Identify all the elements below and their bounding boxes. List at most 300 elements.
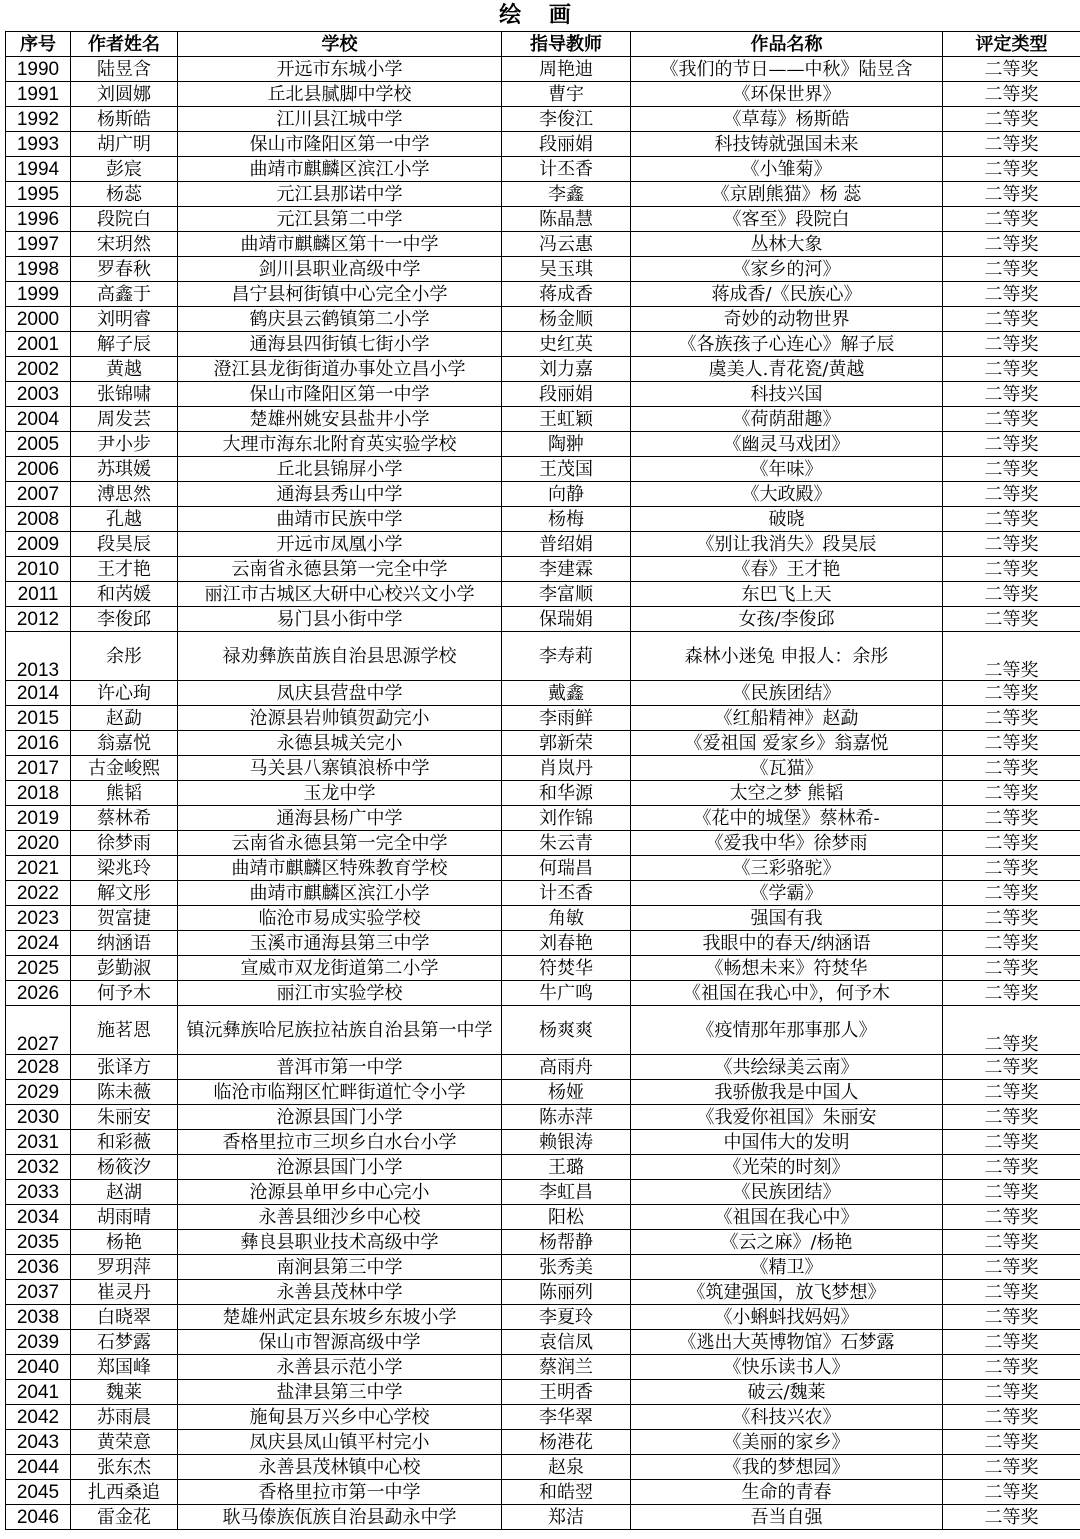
cell-work-title: 破云/魏莱	[631, 1380, 943, 1405]
cell-award-level: 二等奖	[943, 1205, 1080, 1230]
cell-teacher: 刘作锦	[502, 806, 631, 831]
cell-work-title: 中国伟大的发明	[631, 1130, 943, 1155]
cell-school: 丘北县锦屏小学	[178, 457, 502, 482]
cell-number: 2004	[6, 407, 71, 432]
cell-work-title: 《客至》段院白	[631, 207, 943, 232]
table-row	[6, 681, 1080, 706]
cell-number: 2024	[6, 931, 71, 956]
table-row	[6, 806, 1080, 831]
table-row	[6, 931, 1080, 956]
cell-work-title: 《瓦猫》	[631, 756, 943, 781]
cell-work-title: 《家乡的河》	[631, 257, 943, 282]
cell-teacher: 李虹昌	[502, 1180, 631, 1205]
cell-school: 沧源县国门小学	[178, 1105, 502, 1130]
cell-school: 澄江县龙街街道办事处立昌小学	[178, 357, 502, 382]
cell-school: 曲靖市麒麟区滨江小学	[178, 157, 502, 182]
cell-teacher: 何瑞昌	[502, 856, 631, 881]
cell-number: 2001	[6, 332, 71, 357]
cell-number: 2019	[6, 806, 71, 831]
cell-author: 杨筱汐	[71, 1155, 178, 1180]
cell-award-level: 二等奖	[943, 507, 1080, 532]
cell-school: 曲靖市麒麟区特殊教育学校	[178, 856, 502, 881]
cell-work-title: 《小雏菊》	[631, 157, 943, 182]
cell-award-level: 二等奖	[943, 1130, 1080, 1155]
cell-award-level: 二等奖	[943, 1505, 1080, 1530]
cell-work-title: 《精卫》	[631, 1255, 943, 1280]
cell-author: 孔越	[71, 507, 178, 532]
cell-author: 杨蕊	[71, 182, 178, 207]
cell-teacher: 李富顺	[502, 582, 631, 607]
table-row	[6, 981, 1080, 1006]
cell-work-title: 科技铸就强国未来	[631, 132, 943, 157]
cell-author: 朱丽安	[71, 1105, 178, 1130]
cell-work-title: 《三彩骆驼》	[631, 856, 943, 881]
cell-school: 楚雄州武定县东坡乡东坡小学	[178, 1305, 502, 1330]
cell-school: 楚雄州姚安县盐井小学	[178, 407, 502, 432]
cell-work-title: 《别让我消失》段昊辰	[631, 532, 943, 557]
cell-number: 1991	[6, 82, 71, 107]
cell-work-title: 强国有我	[631, 906, 943, 931]
cell-author: 黄越	[71, 357, 178, 382]
cell-teacher: 陈丽列	[502, 1280, 631, 1305]
cell-number: 2028	[6, 1055, 71, 1080]
cell-work-title: 《环保世界》	[631, 82, 943, 107]
cell-author: 翁嘉悦	[71, 731, 178, 756]
cell-author: 罗玥萍	[71, 1255, 178, 1280]
table-row	[6, 1205, 1080, 1230]
cell-author: 和彩薇	[71, 1130, 178, 1155]
cell-award-level: 二等奖	[943, 357, 1080, 382]
cell-school: 昌宁县柯街镇中心完全小学	[178, 282, 502, 307]
cell-award-level: 二等奖	[943, 1380, 1080, 1405]
table-row	[6, 382, 1080, 407]
table-row	[6, 1355, 1080, 1380]
cell-author: 张东杰	[71, 1455, 178, 1480]
cell-number: 1995	[6, 182, 71, 207]
cell-school: 保山市隆阳区第一中学	[178, 132, 502, 157]
cell-number: 2003	[6, 382, 71, 407]
cell-number: 2044	[6, 1455, 71, 1480]
table-row	[6, 1230, 1080, 1255]
cell-teacher: 袁信凤	[502, 1330, 631, 1355]
column-header-number: 序号	[6, 32, 71, 57]
cell-author: 苏雨晨	[71, 1405, 178, 1430]
cell-school: 永德县城关完小	[178, 731, 502, 756]
cell-author: 黄荣意	[71, 1430, 178, 1455]
cell-number: 2018	[6, 781, 71, 806]
cell-award-level: 二等奖	[943, 1180, 1080, 1205]
table-row	[6, 532, 1080, 557]
cell-school: 沧源县国门小学	[178, 1155, 502, 1180]
cell-award-level: 二等奖	[943, 1355, 1080, 1380]
cell-award-level: 二等奖	[943, 107, 1080, 132]
cell-work-title: 《科技兴农》	[631, 1405, 943, 1430]
table-row	[6, 731, 1080, 756]
cell-work-title: 《祖国在我心中》，何予木	[631, 981, 943, 1006]
cell-teacher: 陈赤萍	[502, 1105, 631, 1130]
cell-author: 石梦露	[71, 1330, 178, 1355]
cell-teacher: 郑洁	[502, 1505, 631, 1530]
cell-school: 临沧市临翔区忙畔街道忙令小学	[178, 1080, 502, 1105]
cell-award-level: 二等奖	[943, 1455, 1080, 1480]
table-row	[6, 1430, 1080, 1455]
table-row	[6, 407, 1080, 432]
cell-teacher: 杨娅	[502, 1080, 631, 1105]
cell-teacher: 计丕香	[502, 881, 631, 906]
cell-author: 周发芸	[71, 407, 178, 432]
cell-award-level: 二等奖	[943, 1480, 1080, 1505]
cell-number: 2046	[6, 1505, 71, 1530]
cell-award-level: 二等奖	[943, 706, 1080, 731]
cell-work-title: 奇妙的动物世界	[631, 307, 943, 332]
cell-author: 许心珣	[71, 681, 178, 706]
table-row	[6, 881, 1080, 906]
cell-number: 2035	[6, 1230, 71, 1255]
cell-work-title: 我骄傲我是中国人	[631, 1080, 943, 1105]
cell-school: 云南省永德县第一完全中学	[178, 831, 502, 856]
cell-teacher: 牛广鸣	[502, 981, 631, 1006]
cell-teacher: 曹宇	[502, 82, 631, 107]
page-title: 绘 画	[499, 3, 581, 28]
cell-work-title: 《荷荫甜趣》	[631, 407, 943, 432]
cell-number: 2029	[6, 1080, 71, 1105]
cell-school: 保山市隆阳区第一中学	[178, 382, 502, 407]
cell-author: 张锦啸	[71, 382, 178, 407]
cell-teacher: 高雨舟	[502, 1055, 631, 1080]
cell-number: 2016	[6, 731, 71, 756]
cell-teacher: 李雨鲜	[502, 706, 631, 731]
cell-award-level: 二等奖	[943, 432, 1080, 457]
cell-school: 剑川县职业高级中学	[178, 257, 502, 282]
cell-school: 宣威市双龙街道第二小学	[178, 956, 502, 981]
cell-number: 1999	[6, 282, 71, 307]
table-row	[6, 1255, 1080, 1280]
cell-award-level: 二等奖	[943, 457, 1080, 482]
cell-author: 赵勐	[71, 706, 178, 731]
cell-number: 2011	[6, 582, 71, 607]
cell-number: 1996	[6, 207, 71, 232]
cell-teacher: 李建霖	[502, 557, 631, 582]
table-row	[6, 781, 1080, 806]
cell-award-level: 二等奖	[943, 1006, 1080, 1055]
cell-teacher: 保瑞娟	[502, 607, 631, 632]
table-row	[6, 1505, 1080, 1530]
table-row	[6, 582, 1080, 607]
cell-school: 南涧县第三中学	[178, 1255, 502, 1280]
cell-school: 玉龙中学	[178, 781, 502, 806]
cell-author: 胡广明	[71, 132, 178, 157]
cell-school: 永善县茂林镇中心校	[178, 1455, 502, 1480]
cell-number: 2032	[6, 1155, 71, 1180]
cell-work-title: 森林小迷兔 申报人：余彤	[631, 632, 943, 681]
cell-number: 2034	[6, 1205, 71, 1230]
cell-number: 2030	[6, 1105, 71, 1130]
cell-author: 刘圆娜	[71, 82, 178, 107]
cell-work-title: 《民族团结》	[631, 1180, 943, 1205]
cell-work-title: 蒋成香/《民族心》	[631, 282, 943, 307]
cell-teacher: 赖银涛	[502, 1130, 631, 1155]
cell-teacher: 张秀美	[502, 1255, 631, 1280]
cell-work-title: 《美丽的家乡》	[631, 1430, 943, 1455]
cell-number: 2015	[6, 706, 71, 731]
cell-author: 施茗恩	[71, 1006, 178, 1055]
cell-number: 2007	[6, 482, 71, 507]
cell-award-level: 二等奖	[943, 906, 1080, 931]
cell-award-level: 二等奖	[943, 57, 1080, 82]
cell-school: 通海县秀山中学	[178, 482, 502, 507]
table-row	[6, 557, 1080, 582]
table-row	[6, 357, 1080, 382]
cell-school: 香格里拉市第一中学	[178, 1480, 502, 1505]
cell-author: 余彤	[71, 632, 178, 681]
cell-author: 杨斯皓	[71, 107, 178, 132]
cell-work-title: 《祖国在我心中》	[631, 1205, 943, 1230]
cell-work-title: 我眼中的春天/纳涵语	[631, 931, 943, 956]
cell-award-level: 二等奖	[943, 307, 1080, 332]
cell-author: 苏琪媛	[71, 457, 178, 482]
cell-work-title: 《花中的城堡》蔡林希-	[631, 806, 943, 831]
table-row	[6, 1180, 1080, 1205]
cell-award-level: 二等奖	[943, 856, 1080, 881]
cell-work-title: 《畅想未来》符焚华	[631, 956, 943, 981]
cell-school: 永善县茂林中学	[178, 1280, 502, 1305]
cell-award-level: 二等奖	[943, 1230, 1080, 1255]
cell-work-title: 破晓	[631, 507, 943, 532]
cell-work-title: 东巴飞上天	[631, 582, 943, 607]
table-row	[6, 1130, 1080, 1155]
cell-number: 2039	[6, 1330, 71, 1355]
cell-award-level: 二等奖	[943, 257, 1080, 282]
cell-teacher: 蔡润兰	[502, 1355, 631, 1380]
table-row	[6, 1480, 1080, 1505]
cell-teacher: 和皓翌	[502, 1480, 631, 1505]
cell-number: 2012	[6, 607, 71, 632]
cell-teacher: 冯云惠	[502, 232, 631, 257]
cell-number: 2010	[6, 557, 71, 582]
cell-school: 普洱市第一中学	[178, 1055, 502, 1080]
cell-author: 古金峻熙	[71, 756, 178, 781]
cell-work-title: 《我爱你祖国》朱丽安	[631, 1105, 943, 1130]
cell-author: 和芮媛	[71, 582, 178, 607]
cell-number: 2027	[6, 1006, 71, 1055]
cell-award-level: 二等奖	[943, 781, 1080, 806]
cell-number: 2043	[6, 1430, 71, 1455]
cell-award-level: 二等奖	[943, 1255, 1080, 1280]
cell-award-level: 二等奖	[943, 1055, 1080, 1080]
cell-award-level: 二等奖	[943, 482, 1080, 507]
cell-award-level: 二等奖	[943, 382, 1080, 407]
cell-teacher: 陶翀	[502, 432, 631, 457]
cell-award-level: 二等奖	[943, 232, 1080, 257]
table-row	[6, 107, 1080, 132]
cell-teacher: 王虹颖	[502, 407, 631, 432]
cell-school: 镇沅彝族哈尼族拉祜族自治县第一中学	[178, 1006, 502, 1055]
cell-number: 2020	[6, 831, 71, 856]
cell-work-title: 《光荣的时刻》	[631, 1155, 943, 1180]
cell-award-level: 二等奖	[943, 532, 1080, 557]
table-row	[6, 856, 1080, 881]
cell-award-level: 二等奖	[943, 981, 1080, 1006]
cell-teacher: 段丽娟	[502, 382, 631, 407]
cell-number: 2037	[6, 1280, 71, 1305]
cell-work-title: 《京剧熊猫》杨 蕊	[631, 182, 943, 207]
table-row	[6, 482, 1080, 507]
table-row	[6, 82, 1080, 107]
cell-author: 王才艳	[71, 557, 178, 582]
cell-teacher: 普绍娟	[502, 532, 631, 557]
cell-teacher: 杨金顺	[502, 307, 631, 332]
table-row	[6, 632, 1080, 681]
cell-teacher: 刘力嘉	[502, 357, 631, 382]
cell-work-title: 《共绘绿美云南》	[631, 1055, 943, 1080]
cell-teacher: 杨帮静	[502, 1230, 631, 1255]
cell-award-level: 二等奖	[943, 557, 1080, 582]
column-header-award-level: 评定类型	[943, 32, 1080, 57]
cell-number: 2033	[6, 1180, 71, 1205]
cell-number: 1993	[6, 132, 71, 157]
cell-work-title: 《各族孩子心连心》解子辰	[631, 332, 943, 357]
cell-number: 2031	[6, 1130, 71, 1155]
cell-teacher: 向静	[502, 482, 631, 507]
cell-author: 张译方	[71, 1055, 178, 1080]
cell-teacher: 符焚华	[502, 956, 631, 981]
cell-number: 2022	[6, 881, 71, 906]
cell-work-title: 《学霸》	[631, 881, 943, 906]
cell-author: 崔灵丹	[71, 1280, 178, 1305]
cell-number: 2040	[6, 1355, 71, 1380]
cell-author: 何予木	[71, 981, 178, 1006]
cell-school: 永善县细沙乡中心校	[178, 1205, 502, 1230]
cell-number: 2014	[6, 681, 71, 706]
table-row	[6, 457, 1080, 482]
cell-teacher: 郭新荣	[502, 731, 631, 756]
cell-author: 解文彤	[71, 881, 178, 906]
cell-author: 贺富捷	[71, 906, 178, 931]
cell-author: 陆昱含	[71, 57, 178, 82]
cell-number: 2009	[6, 532, 71, 557]
table-row	[6, 1330, 1080, 1355]
cell-number: 1994	[6, 157, 71, 182]
cell-teacher: 刘春艳	[502, 931, 631, 956]
cell-work-title: 《逃出大英博物馆》石梦露	[631, 1330, 943, 1355]
cell-author: 宋玥然	[71, 232, 178, 257]
cell-work-title: 《我的梦想园》	[631, 1455, 943, 1480]
cell-award-level: 二等奖	[943, 607, 1080, 632]
table-body	[6, 57, 1080, 1530]
table-row	[6, 182, 1080, 207]
cell-award-level: 二等奖	[943, 956, 1080, 981]
cell-author: 郑国峰	[71, 1355, 178, 1380]
column-header-author: 作者姓名	[71, 32, 178, 57]
cell-award-level: 二等奖	[943, 881, 1080, 906]
table-row	[6, 706, 1080, 731]
cell-number: 2042	[6, 1405, 71, 1430]
table-row	[6, 432, 1080, 457]
cell-school: 易门县小街中学	[178, 607, 502, 632]
cell-award-level: 二等奖	[943, 681, 1080, 706]
cell-award-level: 二等奖	[943, 1305, 1080, 1330]
table-row	[6, 257, 1080, 282]
table-row	[6, 956, 1080, 981]
cell-award-level: 二等奖	[943, 1330, 1080, 1355]
table-row	[6, 607, 1080, 632]
cell-school: 丽江市实验学校	[178, 981, 502, 1006]
cell-award-level: 二等奖	[943, 82, 1080, 107]
cell-award-level: 二等奖	[943, 1430, 1080, 1455]
cell-author: 彭宸	[71, 157, 178, 182]
cell-work-title: 《云之麻》/杨艳	[631, 1230, 943, 1255]
table-row	[6, 57, 1080, 82]
cell-number: 2000	[6, 307, 71, 332]
cell-number: 2008	[6, 507, 71, 532]
cell-number: 1997	[6, 232, 71, 257]
cell-school: 丽江市古城区大研中心校兴文小学	[178, 582, 502, 607]
cell-work-title: 生命的青春	[631, 1480, 943, 1505]
cell-work-title: 《年味》	[631, 457, 943, 482]
cell-school: 耿马傣族佤族自治县勐永中学	[178, 1505, 502, 1530]
cell-author: 彭勤淑	[71, 956, 178, 981]
cell-teacher: 史红英	[502, 332, 631, 357]
cell-work-title: 《爱祖国 爱家乡》翁嘉悦	[631, 731, 943, 756]
cell-teacher: 朱云青	[502, 831, 631, 856]
cell-work-title: 《春》王才艳	[631, 557, 943, 582]
cell-author: 杨艳	[71, 1230, 178, 1255]
table-row	[6, 756, 1080, 781]
cell-school: 永善县示范小学	[178, 1355, 502, 1380]
cell-number: 2006	[6, 457, 71, 482]
cell-award-level: 二等奖	[943, 632, 1080, 681]
cell-work-title: 女孩/李俊邱	[631, 607, 943, 632]
cell-author: 刘明睿	[71, 307, 178, 332]
cell-award-level: 二等奖	[943, 1105, 1080, 1130]
cell-work-title: 太空之梦 熊韬	[631, 781, 943, 806]
cell-school: 曲靖市民族中学	[178, 507, 502, 532]
cell-award-level: 二等奖	[943, 207, 1080, 232]
cell-work-title: 科技兴国	[631, 382, 943, 407]
cell-work-title: 《快乐读书人》	[631, 1355, 943, 1380]
cell-school: 大理市海东北附育英实验学校	[178, 432, 502, 457]
cell-number: 1992	[6, 107, 71, 132]
cell-teacher: 陈晶慧	[502, 207, 631, 232]
cell-school: 盐津县第三中学	[178, 1380, 502, 1405]
cell-teacher: 李寿莉	[502, 632, 631, 681]
cell-number: 2021	[6, 856, 71, 881]
cell-award-level: 二等奖	[943, 931, 1080, 956]
cell-school: 临沧市易成实验学校	[178, 906, 502, 931]
cell-school: 曲靖市麒麟区第十一中学	[178, 232, 502, 257]
cell-school: 彝良县职业技术高级中学	[178, 1230, 502, 1255]
table-row	[6, 232, 1080, 257]
cell-number: 2038	[6, 1305, 71, 1330]
cell-author: 徐梦雨	[71, 831, 178, 856]
cell-teacher: 阳松	[502, 1205, 631, 1230]
cell-teacher: 段丽娟	[502, 132, 631, 157]
table-row	[6, 1455, 1080, 1480]
cell-school: 香格里拉市三坝乡白水台小学	[178, 1130, 502, 1155]
cell-number: 2026	[6, 981, 71, 1006]
cell-school: 禄劝彝族苗族自治县思源学校	[178, 632, 502, 681]
cell-school: 凤庆县营盘中学	[178, 681, 502, 706]
table-row	[6, 906, 1080, 931]
cell-teacher: 肖岚丹	[502, 756, 631, 781]
cell-school: 曲靖市麒麟区滨江小学	[178, 881, 502, 906]
cell-work-title: 丛林大象	[631, 232, 943, 257]
table-header-row	[6, 32, 1080, 57]
cell-work-title: 《草莓》杨斯皓	[631, 107, 943, 132]
cell-work-title: 《幽灵马戏团》	[631, 432, 943, 457]
cell-award-level: 二等奖	[943, 132, 1080, 157]
cell-award-level: 二等奖	[943, 332, 1080, 357]
